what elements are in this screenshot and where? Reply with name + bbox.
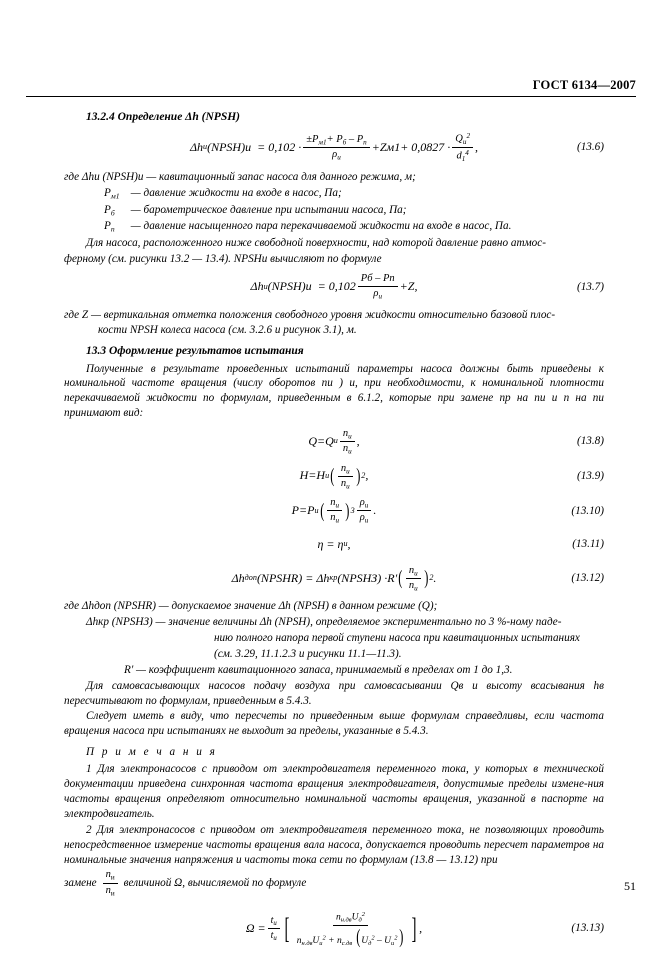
text-para-9: Следует иметь в виду, что пересчеты по приведенным выше формулам справедливы, если частота вращения насоса при испытаниях не выходит за пределы, указанные в 5.4.3. (64, 710, 604, 738)
text-para-5: где Δhдоп (NPSHR) — допускаемое значение Δh (NPSH) в данном режиме (Q); (64, 600, 438, 613)
text-para-3b: кости NPSH колеса насоса (см. 3.2.6 и рисунок 3.1), м. (98, 324, 357, 337)
formula-13-13 (64, 911, 604, 947)
formula-13-10 (64, 497, 604, 525)
page-number: 51 (624, 879, 636, 893)
formula-13-12-body: Δ h доп (NPSHR) = Δ h кр (NPSHЗ) · R' ( $\frac{n_и}{n_и}$ ) 2 . (231, 564, 437, 593)
text-para-8: Для самовсасывающих насосов подачу воздуха при самовсасывании Qв и высоту всасывания hв пересчитывают по формулам, приведенным в 5.4.3. (64, 679, 604, 707)
formula-13-6-number: (13.6) (576, 141, 604, 154)
formula-13-11-body: η = η и , (317, 536, 351, 551)
formula-13-9 (64, 463, 604, 491)
note-1: 1 Для электронасосов с приводом от электродвигателя переменного тока, у которых в технической документации приведена синхронная частота вращения электродвигателя, допустимые пределы измене-ния частоты вращения определяют относительно номинальной частоты вращения, указанной в паспорте на электродвигатель. (64, 763, 604, 820)
formula-13-7 (64, 273, 604, 300)
formula-13-12 (64, 565, 604, 593)
page-header-standard: ГОСТ 6134—2007 (532, 78, 636, 92)
formula-13-6 (64, 132, 604, 163)
formula-13-6-body: Δ h и (NPSH) и = 0,102 · $\frac{\pm P_{м1}+ P_б - P_п}{\rho_и}$ + Z м1+ 0,0827 · $\frac{Q_и^2}{d_1^4}$ , (189, 132, 479, 164)
formula-13-8-body: Q = Q и $\frac{n_и}{n_и}$ , (308, 428, 360, 456)
notes-heading: П р и м е ч а н и я (86, 746, 218, 759)
param-pp: $Р_п$ — давление насыщенного пара перекачиваемой жидкости на входе в насос, Па. (104, 220, 512, 234)
formula-13-12-number: (13.12) (571, 572, 604, 585)
text-para-6a: Δhкр (NPSHЗ) — значение величины Δh (NPSH), определяемое экспериментально по 3 %-ному паде- (86, 616, 562, 629)
text-para-2b: ферному (см. рисунки 13.2 — 13.4). NPSHи вычисляют по формуле (64, 252, 382, 265)
parameter-list (104, 186, 604, 235)
section-heading-13-2-4: 13.2.4 Определение Δh (NPSH) (86, 111, 240, 123)
formula-13-9-body: H = H и ( $\frac{n_и}{n_и}$ ) 2 , (299, 462, 369, 491)
text-para-6c: (см. 3.29, 11.1.2.3 и рисунки 11.1—11.3). (214, 647, 402, 660)
formula-13-11 (64, 532, 604, 558)
formula-13-13-number: (13.13) (571, 922, 604, 935)
formula-13-10-body: P = P и ( $\frac{n_и}{n_и}$ ) 3 $\frac{\rho_и}{\rho_и}$ . (291, 497, 377, 525)
formula-13-7-body: Δ h и (NPSH) и = 0,102 $\frac{Pб - Pп}{\rho_и}$ + Z , (250, 273, 418, 301)
note-2: 2 Для электронасосов с приводом от электродвигателя переменного тока, не позволяющих проводить непосредственное измерение частоты вращения вала насоса, допускается проводить пересчет параметров на номинальные значения напряжения и частоты тока сети по формулам (13.8 — 13.12) при (64, 823, 604, 866)
param-pm1: $Р_{м1}$ — давление жидкости на входе в насос, Па; (104, 187, 342, 201)
note-2-continued: замене $\frac{n_и}{n_и}$ величиной Ω, вычисляемой по формуле (64, 869, 307, 897)
text-para-2a: Для насоса, расположенного ниже свободной поверхности, над которой давление равно атмос- (86, 236, 546, 249)
text-where-dh: где Δhи (NPSH)и — кавитационный запас насоса для данного режима, м; (64, 171, 416, 184)
section-heading-13-3: 13.3 Оформление результатов испытания (86, 345, 304, 358)
formula-13-8-number: (13.8) (576, 435, 604, 448)
page-content (64, 106, 604, 954)
formula-13-9-number: (13.9) (576, 469, 604, 482)
text-para-6b: нию полного напора первой ступени насоса при кавитационных испытаниях (214, 632, 580, 645)
header-divider (26, 96, 636, 97)
formula-13-7-number: (13.7) (576, 280, 604, 293)
formula-13-13-body: Ω = $\frac{t_и}{t_и}$ [ $\frac{n_{н.дв}U_д^2}{n_{н.дв}U_и^2 + n_{с.дв} (U_д^2 - U_и^2)}$ ] , (245, 910, 423, 948)
formula-13-8 (64, 428, 604, 456)
text-para-7: R' — коэффициент кавитационного запаса, принимаемый в пределах от 1 до 1,3. (124, 663, 513, 676)
text-para-3a: где Z — вертикальная отметка положения свободного уровня жидкости относительно базовой плос- (64, 308, 556, 321)
formula-13-10-number: (13.10) (571, 504, 604, 517)
formula-13-11-number: (13.11) (572, 538, 604, 551)
text-para-4: Полученные в результате проведенных испытаний параметры насоса должны быть приведены к номинальной частоте вращения (числу оборотов nи ) и, при необходимости, к номинальной плотности перекачиваемой жидкости по формулам, приведенным в 6.1.2, которые при замене nр на nи и n на nи принимают вид: (64, 362, 604, 420)
param-pb: $Р_б$ — барометрическое давление при испытании насоса, Па; (104, 203, 407, 218)
